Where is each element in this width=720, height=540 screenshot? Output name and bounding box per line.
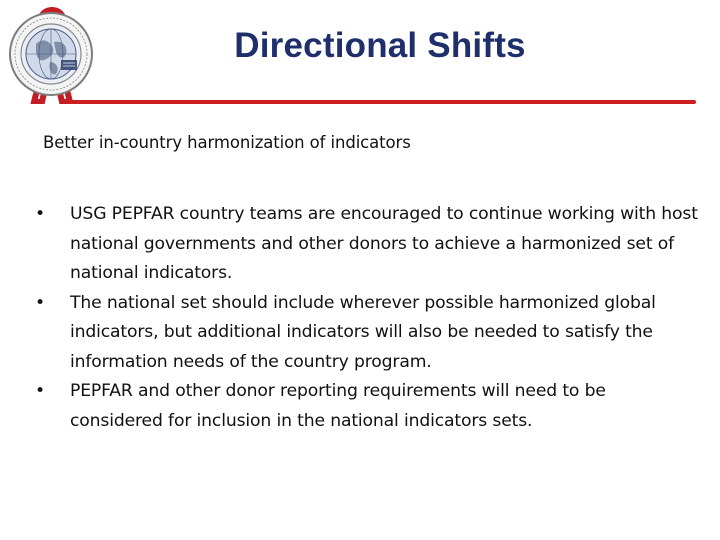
section-subtitle: Better in-country harmonization of indicators xyxy=(43,133,411,152)
bullet-list xyxy=(30,200,700,436)
bullet-text: PEPFAR and other donor reporting requirements will need to be considered for inclusion in the national indicators sets. xyxy=(70,381,606,431)
page-title: Directional Shifts xyxy=(234,26,526,65)
bullet-icon: • xyxy=(35,292,45,313)
title-divider xyxy=(70,100,696,104)
list-item xyxy=(30,289,700,378)
bullet-icon: • xyxy=(35,204,45,224)
list-item xyxy=(30,200,700,289)
list-item xyxy=(30,377,700,436)
bullet-icon: • xyxy=(35,381,45,401)
bullet-text: USG PEPFAR country teams are encouraged to continue working with host national governments and other donors to achieve a harmonized set of national indicators. xyxy=(70,204,698,283)
bullet-text: The national set should include wherever possible harmonized global indicators, but additional indicators will also be needed to satisfy the information needs of the country program. xyxy=(70,292,656,372)
pepfar-seal-icon xyxy=(6,4,100,104)
